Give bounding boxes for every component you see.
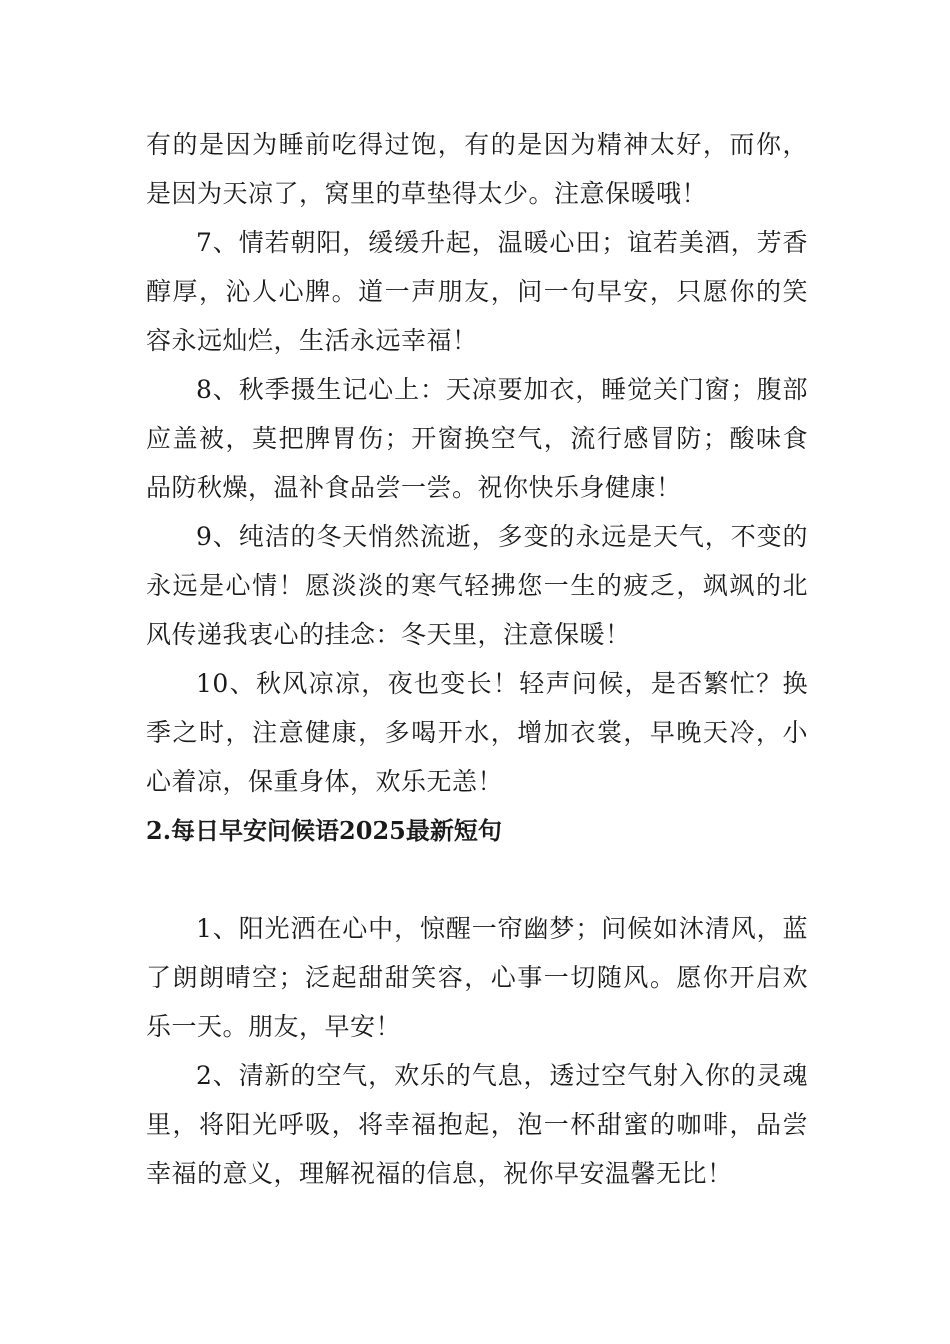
paragraph-item-8: 8、秋季摄生记心上：天凉要加衣，睡觉关门窗；腹部应盖被，莫把脾胃伤；开窗换空气，流行感冒防；酸味食品防秋燥，温补食品尝一尝。祝你快乐身健康！ [146, 375, 808, 502]
paragraph-item-2: 2、清新的空气，欢乐的气息，透过空气射入你的灵魂里，将阳光呼吸，将幸福抱起，泡一杯甜蜜的咖啡，品尝幸福的意义，理解祝福的信息，祝你早安温馨无比！ [146, 1061, 808, 1188]
section-spacer [146, 855, 808, 904]
paragraph-item-1: 1、阳光洒在心中，惊醒一帘幽梦；问候如沐清风，蓝了朗朗晴空；泛起甜甜笑容，心事一切随风。愿你开启欢乐一天。朋友，早安！ [146, 914, 808, 1041]
document-body [146, 120, 808, 1198]
paragraph-item-7: 7、情若朝阳，缓缓升起，温暖心田；谊若美酒，芳香醇厚，沁人心脾。道一声朋友，问一句早安，只愿你的笑容永远灿烂，生活永远幸福！ [146, 228, 808, 355]
paragraph-item-9: 9、纯洁的冬天悄然流逝，多变的永远是天气，不变的永远是心情！愿淡淡的寒气轻拂您一生的疲乏，飒飒的北风传递我衷心的挂念：冬天里，注意保暖！ [146, 522, 808, 649]
section-heading: 2.每日早安问候语2025最新短句 [146, 816, 502, 845]
paragraph-item-10: 10、秋风凉凉，夜也变长！轻声问候，是否繁忙？换季之时，注意健康，多喝开水，增加衣裳，早晚天冷，小心着凉，保重身体，欢乐无恙！ [146, 669, 808, 796]
paragraph-continued: 有的是因为睡前吃得过饱，有的是因为精神太好，而你，是因为天凉了，窝里的草垫得太少。注意保暖哦！ [146, 130, 808, 208]
